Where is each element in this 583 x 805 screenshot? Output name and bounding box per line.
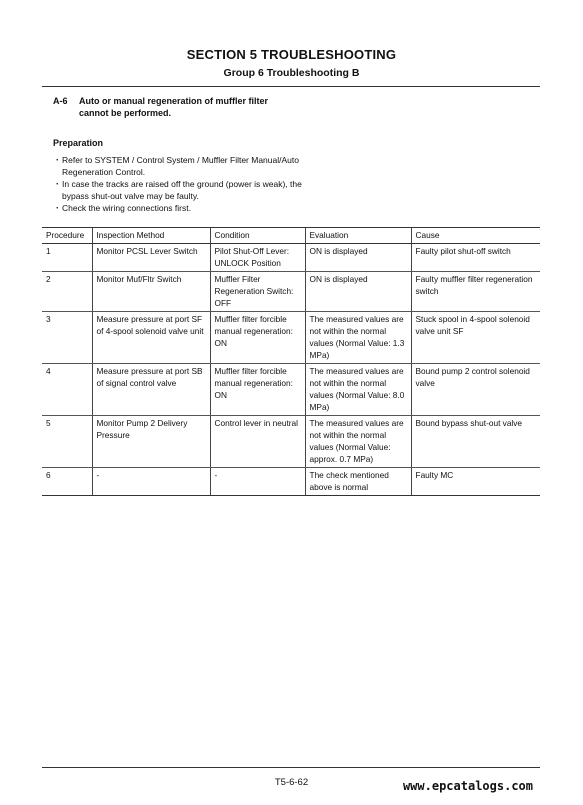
cell-evaluation: ON is displayed: [305, 272, 411, 312]
table-row: [42, 272, 540, 312]
cell-procedure: 6: [42, 468, 92, 496]
cell-condition: -: [210, 468, 305, 496]
cell-condition: Control lever in neutral: [210, 416, 305, 468]
preparation-item-text: Check the wiring connections first.: [62, 203, 191, 213]
cell-inspection-method: Monitor Muf/Fltr Switch: [92, 272, 210, 312]
cell-cause: Stuck spool in 4-spool solenoid valve unit SF: [411, 312, 540, 364]
cell-evaluation: The measured values are not within the normal values (Normal Value: approx. 0.7 MPa): [305, 416, 411, 468]
problem-id: A-6: [53, 96, 68, 106]
column-header-cause: Cause: [411, 228, 540, 244]
cell-evaluation: The measured values are not within the normal values (Normal Value: 8.0 MPa): [305, 364, 411, 416]
cell-evaluation: The measured values are not within the normal values (Normal Value: 1.3 MPa): [305, 312, 411, 364]
cell-condition: Muffler Filter Regeneration Switch: OFF: [210, 272, 305, 312]
column-header-procedure: Procedure: [42, 228, 92, 244]
cell-condition: Pilot Shut-Off Lever: UNLOCK Position: [210, 244, 305, 272]
column-header-evaluation: Evaluation: [305, 228, 411, 244]
column-header-inspection-method: Inspection Method: [92, 228, 210, 244]
page-number: T5-6-62: [274, 777, 309, 788]
bullet-icon: ・: [53, 179, 62, 189]
cell-cause: Faulty pilot shut-off switch: [411, 244, 540, 272]
table-row: [42, 244, 540, 272]
footer-divider: [42, 767, 540, 768]
table-header-row: [42, 228, 540, 244]
problem-title-line1: Auto or manual regeneration of muffler filter: [79, 96, 269, 106]
group-title: Group 6 Troubleshooting B: [223, 67, 360, 79]
table-row: [42, 312, 540, 364]
preparation-item-text: Refer to SYSTEM / Control System / Muffler Filter Manual/Auto Regeneration Control.: [62, 155, 299, 177]
table-row: [42, 416, 540, 468]
cell-cause: Faulty muffler filter regeneration switch: [411, 272, 540, 312]
cell-condition: Muffler filter forcible manual regeneration: ON: [210, 364, 305, 416]
cell-procedure: 2: [42, 272, 92, 312]
preparation-item: [53, 178, 313, 202]
cell-cause: Bound pump 2 control solenoid valve: [411, 364, 540, 416]
preparation-item-text: In case the tracks are raised off the ground (power is weak), the bypass shut-out valve may be faulty.: [62, 179, 302, 201]
section-title: SECTION 5 TROUBLESHOOTING: [186, 47, 397, 62]
cell-inspection-method: Measure pressure at port SB of signal control valve: [92, 364, 210, 416]
header-divider: [42, 86, 540, 87]
preparation-item: [53, 202, 313, 214]
problem-title-line2: cannot be performed.: [79, 108, 172, 118]
troubleshooting-table: [42, 227, 540, 496]
cell-procedure: 5: [42, 416, 92, 468]
cell-inspection-method: Measure pressure at port SF of 4-spool solenoid valve unit: [92, 312, 210, 364]
cell-cause: Faulty MC: [411, 468, 540, 496]
cell-inspection-method: Monitor PCSL Lever Switch: [92, 244, 210, 272]
cell-procedure: 1: [42, 244, 92, 272]
table-row: [42, 364, 540, 416]
preparation-list: [53, 154, 313, 214]
cell-evaluation: ON is displayed: [305, 244, 411, 272]
cell-procedure: 3: [42, 312, 92, 364]
cell-condition: Muffler filter forcible manual regeneration: ON: [210, 312, 305, 364]
cell-inspection-method: -: [92, 468, 210, 496]
table-row: [42, 468, 540, 496]
bullet-icon: ・: [53, 203, 62, 213]
preparation-item: [53, 154, 313, 178]
cell-cause: Bound bypass shut-out valve: [411, 416, 540, 468]
column-header-condition: Condition: [210, 228, 305, 244]
watermark: www.epcatalogs.com: [402, 779, 533, 793]
preparation-heading: Preparation: [53, 138, 104, 148]
cell-inspection-method: Monitor Pump 2 Delivery Pressure: [92, 416, 210, 468]
cell-procedure: 4: [42, 364, 92, 416]
bullet-icon: ・: [53, 155, 62, 165]
cell-evaluation: The check mentioned above is normal: [305, 468, 411, 496]
